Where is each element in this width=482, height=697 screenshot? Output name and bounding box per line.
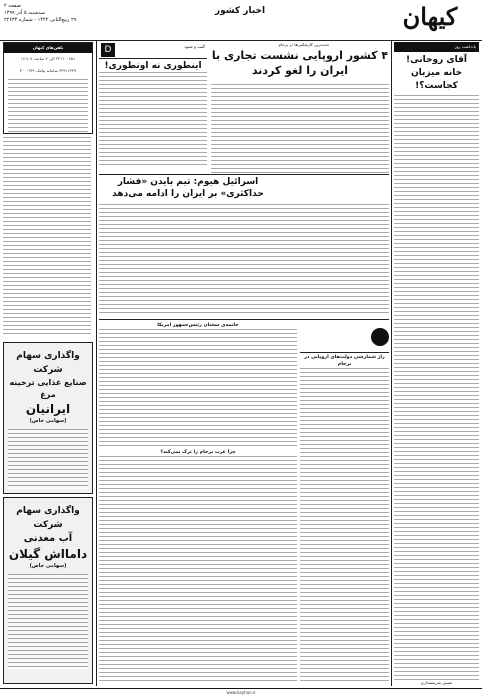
date-block	[4, 3, 114, 24]
circle-icon	[371, 328, 389, 346]
ad2-name: دامااش گیلان	[8, 547, 88, 561]
headline-text-lines	[211, 84, 389, 174]
column-author: حسین شریعتمداری	[420, 680, 453, 685]
sub5-header	[300, 322, 389, 353]
sub1-text-lines	[99, 72, 207, 167]
ad1-title: واگذاری سهام شرکت	[16, 351, 80, 375]
sub2-text-lines	[99, 204, 389, 316]
page-footer: www.kayhan.ir	[0, 688, 482, 697]
sub1-header	[99, 42, 207, 59]
sub3-title: خاتمه‌ی سخنان رئیس‌جمهور آمریکا	[157, 323, 239, 328]
phone-2: ۳۳۹۱۶۴۳۹ سامانه پیامک ۳۰۰۰۳۳۴	[19, 68, 77, 73]
ad2-title: واگذاری سهام شرکت	[16, 506, 80, 530]
ad-damash	[3, 497, 93, 684]
ad1-body	[8, 429, 88, 489]
ad2-sub: آب معدنی	[23, 533, 73, 544]
main-headline: ۴ کشور اروپایی نشست تجاری با ایران را لغو کردند	[211, 49, 389, 77]
lower-right-body	[300, 322, 389, 682]
main-rule-1	[99, 174, 389, 175]
date-line-2: ۲۹ ربیع‌الثانی ۱۴۴۲ - شماره ۲۲۶۳۴	[4, 17, 77, 23]
discussion-icon: D	[101, 43, 115, 57]
sub1-title: اینطوری نه اونطوری!	[104, 61, 202, 71]
right-rule	[391, 41, 392, 686]
column-tag: یادداشت روز	[394, 42, 479, 52]
column-title-2: خانه میزبان کجاست؟!	[410, 68, 463, 91]
sub3-text-lines	[99, 329, 297, 449]
sub2-title: اسرائیل هیوم: تیم بایدن «فشار حداکثری» بر ایران را ادامه می‌دهد	[112, 177, 264, 199]
kayhan-logo: کیهان	[402, 2, 458, 31]
headline-kicker: جدیدترین کارشکنی‌ها در برجام	[278, 42, 330, 47]
phone-1: ۳۳۱۱۰۰۲۵۱ الی ۷ ساعت ۸ تا ۱۷	[20, 56, 76, 61]
page-number: صفحه ۲	[4, 3, 21, 9]
sub4-title: چرا غرب برجام را ترک نمی‌کند؟	[160, 450, 236, 455]
left-text-block	[3, 137, 91, 337]
sub4-text-lines	[99, 456, 297, 682]
left-rule	[96, 41, 97, 686]
right-column	[394, 42, 479, 685]
sub1-tag: گفت و شنود	[184, 44, 205, 49]
phones-box	[3, 42, 93, 134]
ad2-body	[8, 574, 88, 669]
column-text-lines	[394, 95, 479, 680]
main-content	[99, 42, 389, 685]
phones-box-body	[8, 79, 88, 134]
section-title: اخبار کشور	[214, 6, 266, 16]
sub1-box	[99, 42, 207, 174]
headline-body	[211, 84, 389, 174]
sub5-text-lines	[300, 368, 389, 682]
header-rule	[0, 40, 482, 41]
ad1-note: (سهامی خاص)	[29, 418, 67, 424]
date-line-1: سه‌شنبه ۵ آذر ۱۳۹۹	[4, 10, 46, 16]
lower-left-body	[99, 322, 297, 682]
column-title-1: آقای روحانی!	[406, 55, 467, 65]
ad1-name: ایرانیان	[25, 402, 71, 416]
ad-tarkhineh	[3, 342, 93, 494]
ad2-note: (سهامی خاص)	[29, 563, 67, 569]
sub2-body	[99, 204, 389, 316]
main-rule-2	[99, 319, 389, 320]
sub5-title: راز شمارشی دولت‌های اروپایی در برجام	[304, 355, 385, 367]
left-column	[3, 42, 93, 685]
ad1-sub: صنایع غذایی ترخینه مرغ	[9, 378, 87, 399]
page-header	[0, 0, 482, 40]
phones-box-title: تلفن‌های کیهان	[4, 43, 92, 53]
left-text-lines	[3, 137, 91, 337]
